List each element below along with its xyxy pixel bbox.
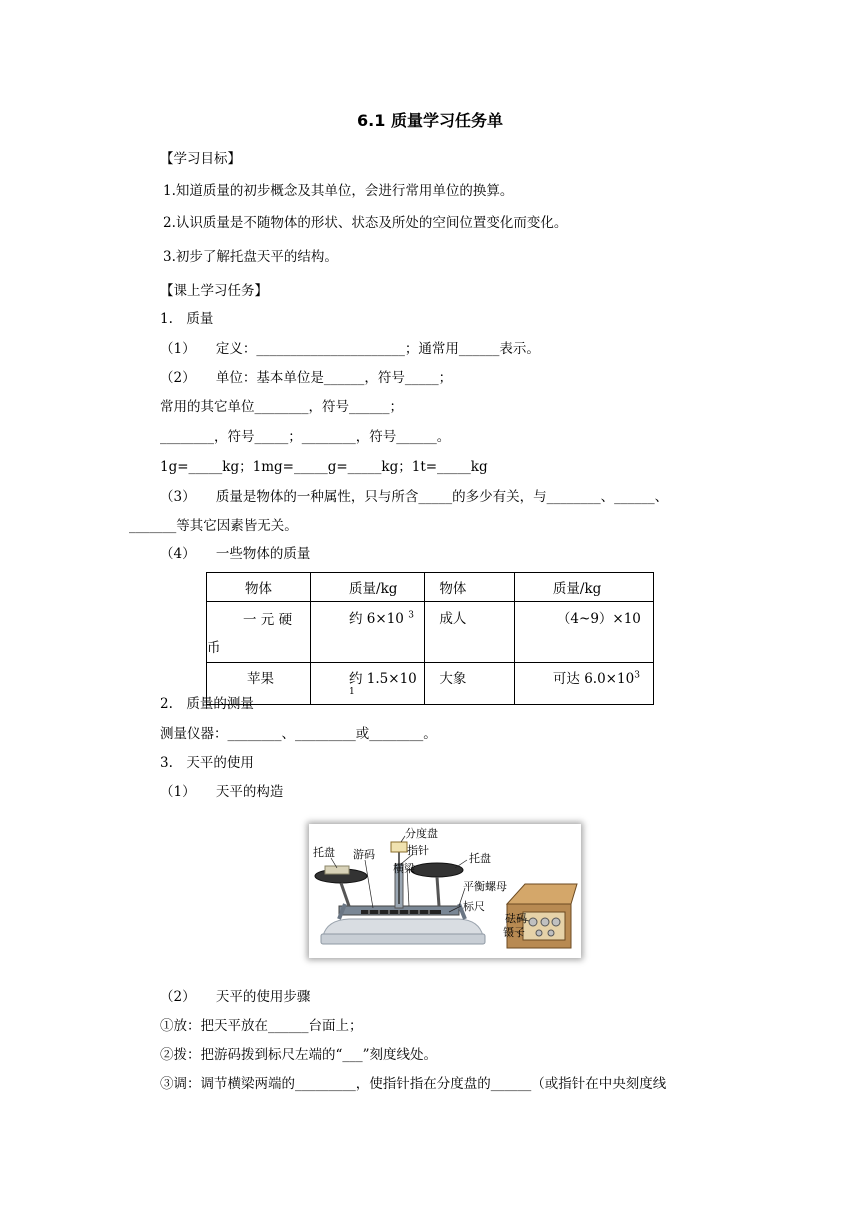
page-title: 6.1 质量学习任务单	[357, 111, 503, 130]
table-cell: 可达 $6.0\times 10^3$	[514, 663, 653, 705]
heading-balance-use: 3. 天平的使用	[160, 755, 254, 771]
heading-mass: 1. 质量	[160, 311, 214, 327]
item-examples: （4） 一些物体的质量	[160, 546, 311, 562]
table-cell: 成人	[425, 602, 515, 663]
table-cell: 约 1.5×10 $^1$	[311, 663, 425, 705]
step-move-rider: ②拨：把游码拨到标尺左端的“___”刻度线处。	[160, 1047, 438, 1063]
step-place: ①放：把天平放在______台面上；	[160, 1018, 363, 1034]
table-cell: 苹果	[207, 663, 311, 705]
item-unit: （2） 单位：基本单位是______，符号_____；	[160, 370, 453, 386]
goal-item: 1.知道质量的初步概念及其单位，会进行常用单位的换算。	[163, 183, 514, 199]
table-cell: （4~9）×10	[514, 602, 653, 663]
section-tasks: 【课上学习任务】	[160, 283, 268, 299]
label-fendupan: 分度盘	[405, 827, 438, 840]
label-niezi: 镊子	[503, 926, 525, 939]
item-property-cont: _______等其它因素皆无关。	[129, 518, 298, 534]
table-cell: 大象	[425, 663, 515, 705]
item-property: （3） 质量是物体的一种属性，只与所含_____的多少有关，与________、______、	[160, 489, 669, 505]
table-header: 物体	[207, 573, 311, 602]
balance-structure-label: （1） 天平的构造	[160, 784, 284, 800]
table-cell: 约 6×10 $^3$	[311, 602, 425, 663]
label-zhizhen: 指针	[407, 844, 429, 857]
item-definition: （1） 定义：______________________；通常用______表示。	[160, 341, 540, 357]
goal-item: 2.认识质量是不随物体的形状、状态及所处的空间位置变化而变化。	[163, 215, 568, 231]
unit-line: ________，符号_____；________，符号______。	[160, 429, 451, 445]
label-hengliang: 横梁	[393, 862, 415, 875]
table-header-row	[207, 573, 654, 602]
unit-line: 常用的其它单位________，符号______；	[160, 399, 403, 415]
heading-measurement: 2. 质量的测量	[160, 696, 254, 712]
section-goals: 【学习目标】	[160, 151, 241, 167]
table-header: 物体	[425, 573, 515, 602]
step-adjust: ③调：调节横梁两端的_________，使指针指在分度盘的______（或指针在中央刻度线	[160, 1076, 667, 1092]
balance-illustration	[309, 824, 581, 958]
label-fama: 砝码	[505, 912, 527, 925]
table-row	[207, 602, 654, 663]
balance-figure	[309, 824, 581, 958]
balance-steps-label: （2） 天平的使用步骤	[160, 989, 311, 1005]
goal-item: 3.初步了解托盘天平的结构。	[163, 249, 338, 265]
label-pinghengluomu: 平衡螺母	[463, 880, 507, 893]
measurement-instruments: 测量仪器：________、_________或________。	[160, 726, 437, 742]
table-header: 质量/kg	[514, 573, 653, 602]
table-row	[207, 663, 654, 705]
table-cell: 一 元 硬 币	[207, 602, 311, 663]
unit-conversion: 1g=_____kg；1mg=_____g=_____kg；1t=_____kg	[160, 459, 488, 475]
mass-table	[206, 572, 654, 705]
label-biaochi: 标尺	[463, 900, 485, 913]
label-tuopan-left: 托盘	[313, 846, 335, 859]
label-youma: 游码	[353, 848, 375, 861]
table-header: 质量/kg	[311, 573, 425, 602]
label-tuopan-right: 托盘	[469, 852, 491, 865]
